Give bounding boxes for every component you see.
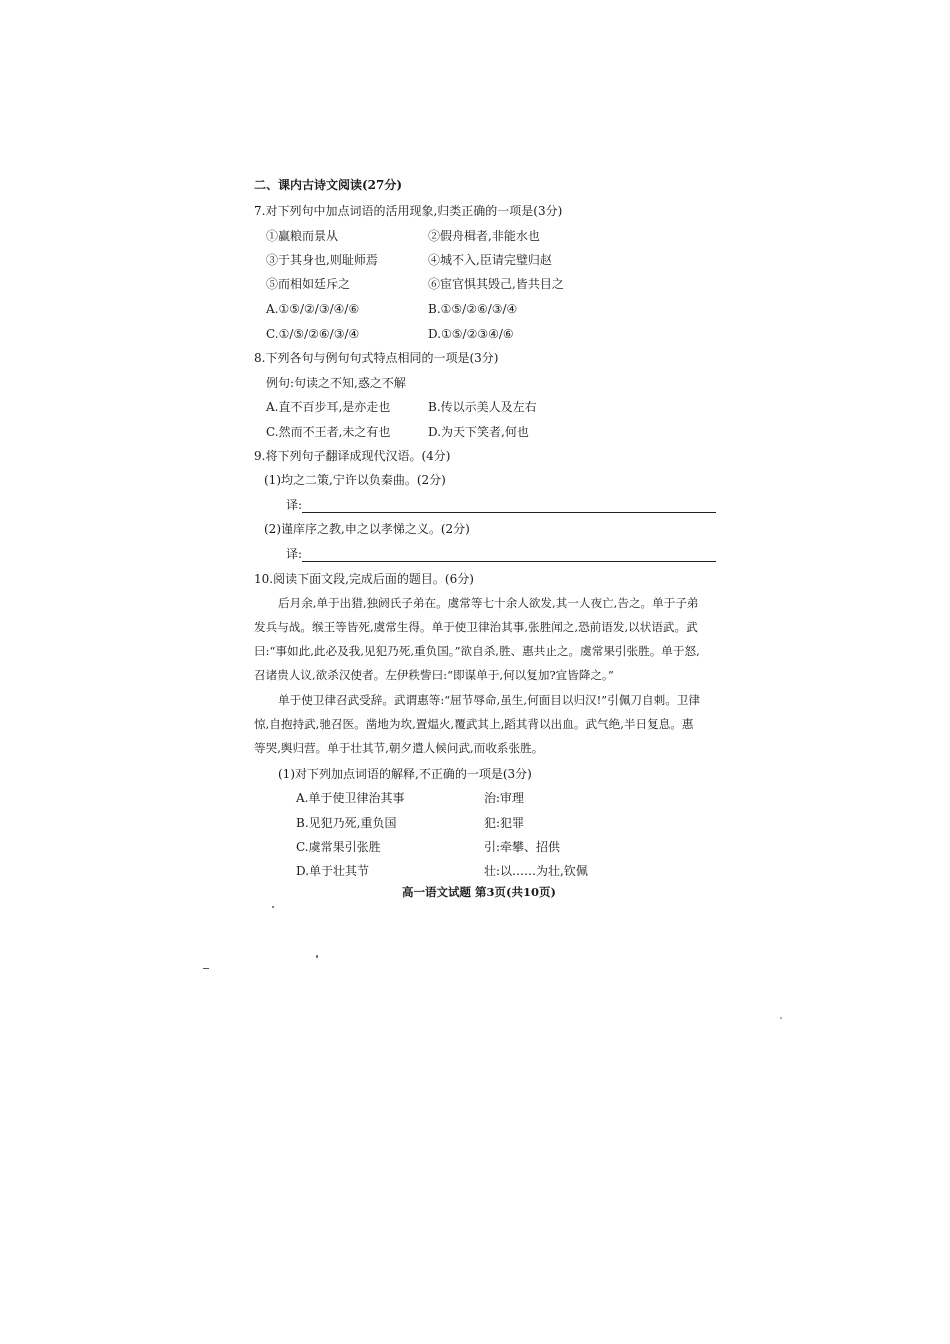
- q7-item: ③于其身也,则耻师焉: [266, 253, 378, 267]
- q10-option-b: B.见犯乃死,重负国: [296, 816, 397, 830]
- q8-option-b: B.传以示美人及左右: [428, 400, 537, 414]
- q8-example: 例句:句读之不知,惑之不解: [266, 376, 406, 390]
- q10-option-b-gloss: 犯:犯罪: [484, 816, 525, 830]
- q9-answer-line-2[interactable]: [286, 546, 716, 562]
- passage-line: 惊,自抱持武,驰召医。凿地为坎,置煴火,覆武其上,蹈其背以出血。武气绝,半日复息。惠: [254, 717, 694, 731]
- section-title: 二、课内古诗文阅读(27分): [254, 178, 403, 192]
- q7-option-a: A.①⑤/②/③/④/⑥: [266, 302, 360, 316]
- q7-item: ⑤而相如廷斥之: [266, 277, 351, 291]
- q9-stem: 9.将下列句子翻译成现代汉语。(4分): [254, 449, 451, 463]
- scan-speck: [203, 968, 209, 969]
- q10-option-d: D.单于壮其节: [296, 864, 370, 878]
- passage-line: 等哭,舆归营。单于壮其节,朝夕遣人候问武,而收系张胜。: [254, 741, 544, 755]
- q10-option-c: C.虞常果引张胜: [296, 840, 381, 854]
- answer-label: 译:: [286, 498, 303, 512]
- q8-option-d: D.为天下笑者,何也: [428, 425, 529, 439]
- q7-item: ④城不入,臣请完璧归赵: [428, 253, 552, 267]
- q10-stem: 10.阅读下面文段,完成后面的题目。(6分): [254, 572, 474, 586]
- q9-answer-line-1[interactable]: [286, 497, 716, 513]
- q9-sub2: (2)谨庠序之教,申之以孝悌之义。(2分): [264, 522, 470, 536]
- q10-option-a: A.单于使卫律治其事: [296, 791, 405, 805]
- q8-option-c: C.然而不王者,未之有也: [266, 425, 391, 439]
- q8-stem: 8.下列各句与例句句式特点相同的一项是(3分): [254, 351, 499, 365]
- q7-option-b: B.①⑤/②⑥/③/④: [428, 302, 518, 316]
- q7-option-d: D.①⑤/②③④/⑥: [428, 327, 514, 341]
- q10-option-c-gloss: 引:牵攀、招供: [484, 840, 561, 854]
- q7-option-c: C.①/⑤/②⑥/③/④: [266, 327, 360, 341]
- page-footer: 高一语文试题 第3页(共10页): [402, 885, 556, 899]
- q10-sub1-stem: (1)对下列加点词语的解释,不正确的一项是(3分): [278, 767, 532, 781]
- answer-blank[interactable]: [302, 500, 716, 513]
- q8-option-a: A.直不百步耳,是亦走也: [266, 400, 391, 414]
- q10-option-a-gloss: 治:审理: [484, 791, 525, 805]
- q7-item: ⑥宦官惧其毁己,皆共目之: [428, 277, 564, 291]
- passage-line: 后月余,单于出猎,独阏氏子弟在。虞常等七十余人欲发,其一人夜亡,告之。单于子弟: [278, 596, 699, 610]
- q7-stem: 7.对下列句中加点词语的活用现象,归类正确的一项是(3分): [254, 204, 563, 218]
- scan-speck: [272, 906, 274, 908]
- q10-option-d-gloss: 壮:以……为壮,钦佩: [484, 864, 588, 878]
- scan-speck: [316, 955, 318, 958]
- passage-line: 曰:“事如此,此必及我,见犯乃死,重负国。”欲自杀,胜、惠共止之。虞常果引张胜。单于怒,: [254, 644, 700, 658]
- passage-line: 发兵与战。缑王等皆死,虞常生得。单于使卫律治其事,张胜闻之,恐前语发,以状语武。武: [254, 620, 698, 634]
- q9-sub1: (1)均之二策,宁许以负秦曲。(2分): [264, 473, 446, 487]
- passage-line: 召诸贵人议,欲杀汉使者。左伊秩訾曰:“即谋单于,何以复加?宜皆降之。”: [254, 668, 614, 682]
- q7-item: ②假舟楫者,非能水也: [428, 229, 540, 243]
- scan-speck: [780, 1017, 782, 1019]
- q7-item: ①赢粮而景从: [266, 229, 339, 243]
- answer-label: 译:: [286, 547, 303, 561]
- passage-line: 单于使卫律召武受辞。武谓惠等:“屈节辱命,虽生,何面目以归汉!”引佩刀自刺。卫律: [278, 693, 700, 707]
- answer-blank[interactable]: [302, 549, 716, 562]
